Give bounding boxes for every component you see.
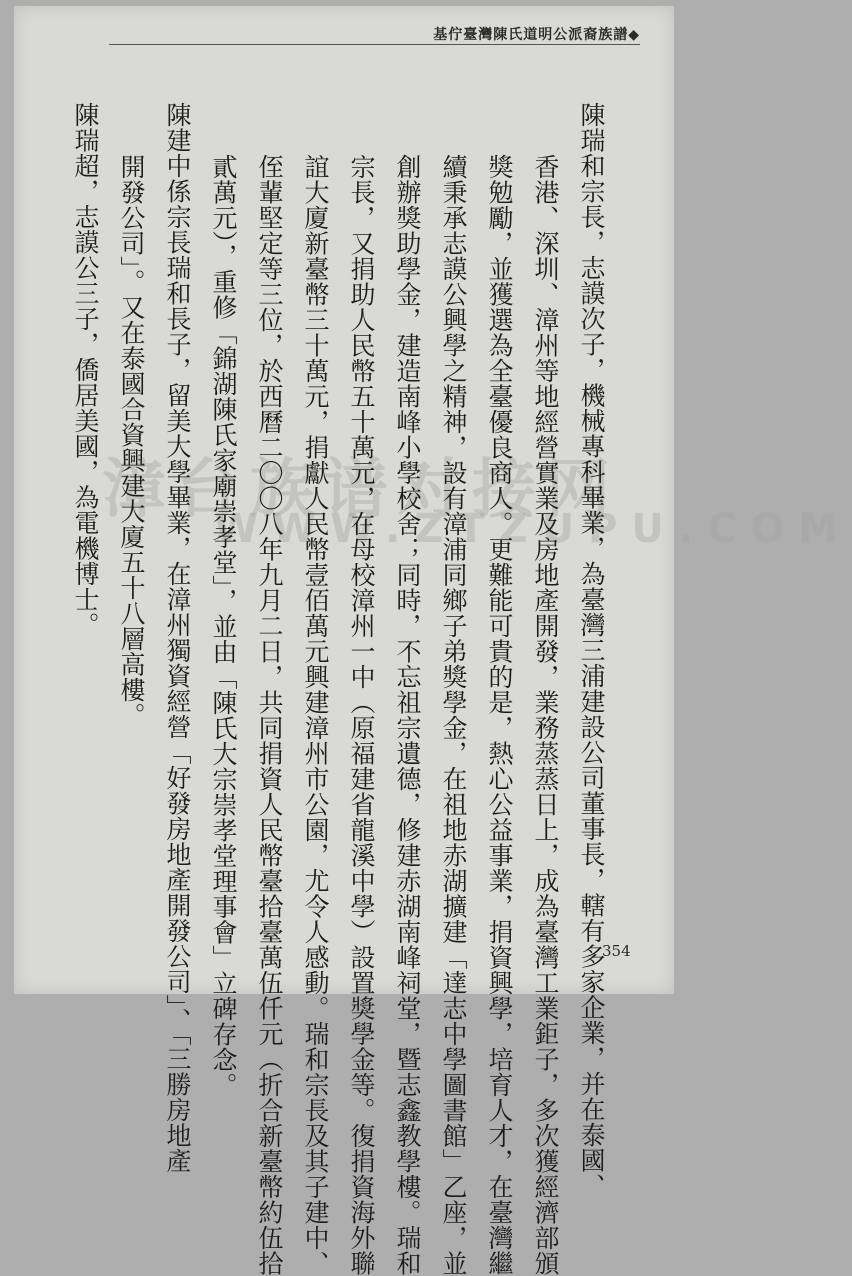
text-column-11: 開發公司」。又在泰國合資興建大廈五十八層高樓。 (117, 154, 146, 728)
book-page (14, 6, 852, 1276)
header-rule (109, 44, 640, 45)
text-column-3: 獎勉勵，並獲選為全臺優良商人。更難能可貴的是，熱心公益事業，捐資興學，培育人才，在臺灣繼 (485, 154, 514, 1276)
text-column-8: 侄輩堅定等三位，於西曆二〇〇八年九月二日，共同捐資人民幣臺拾臺萬伍仟元（折合新臺幣約伍拾 (255, 154, 284, 1276)
text-column-9: 貳萬元），重修「錦湖陳氏家廟崇孝堂」，並由「陳氏大宗崇孝堂理事會」立碑存念。 (209, 154, 238, 1098)
running-header: 基佇臺灣陳氏道明公派裔族譜◆ (433, 27, 640, 43)
page-number: 354 (602, 942, 631, 960)
watermark-url: WWW.ZTZUPU.COM (214, 506, 852, 552)
text-column-6: 宗長，又捐助人民幣五十萬元，在母校漳州一中（原福建省龍溪中學）設置獎學金等。復捐資海外聯 (347, 154, 376, 1276)
text-column-2: 香港、深圳、漳州等地經營實業及房地產開發，業務蒸蒸日上，成為臺灣工業鉅子，多次獲經濟部頒 (531, 154, 560, 1276)
text-column-12: 陳瑞超，志謨公三子，僑居美國，為電機博士。 (71, 102, 100, 638)
watermark-text: 漳台族谱对接网 (102, 453, 620, 527)
text-column-10: 陳建中係宗長瑞和長子，留美大學畢業，在漳州獨資經營「好發房地產開發公司」、「三勝房地產 (163, 102, 192, 1174)
text-column-1: 陳瑞和宗長，志謨次子，機械專科畢業，為臺灣三浦建設公司董事長，轄有多家企業，并在泰國、 (577, 102, 606, 1199)
text-column-7: 誼大廈新臺幣三十萬元，捐獻人民幣壹佰萬元興建漳州市公園，尤令人感動。瑞和宗長及其子建中、 (301, 154, 330, 1276)
text-column-5: 創辦獎助學金，建造南峰小學校舍；同時，不忘祖宗遺德，修建赤湖南峰祠堂，暨志鑫教學樓。瑞和 (393, 154, 422, 1276)
text-column-4: 續秉承志謨公興學之精神，設有漳浦同鄉子弟獎學金，在祖地赤湖擴建「達志中學圖書館」乙座，並 (439, 154, 468, 1276)
